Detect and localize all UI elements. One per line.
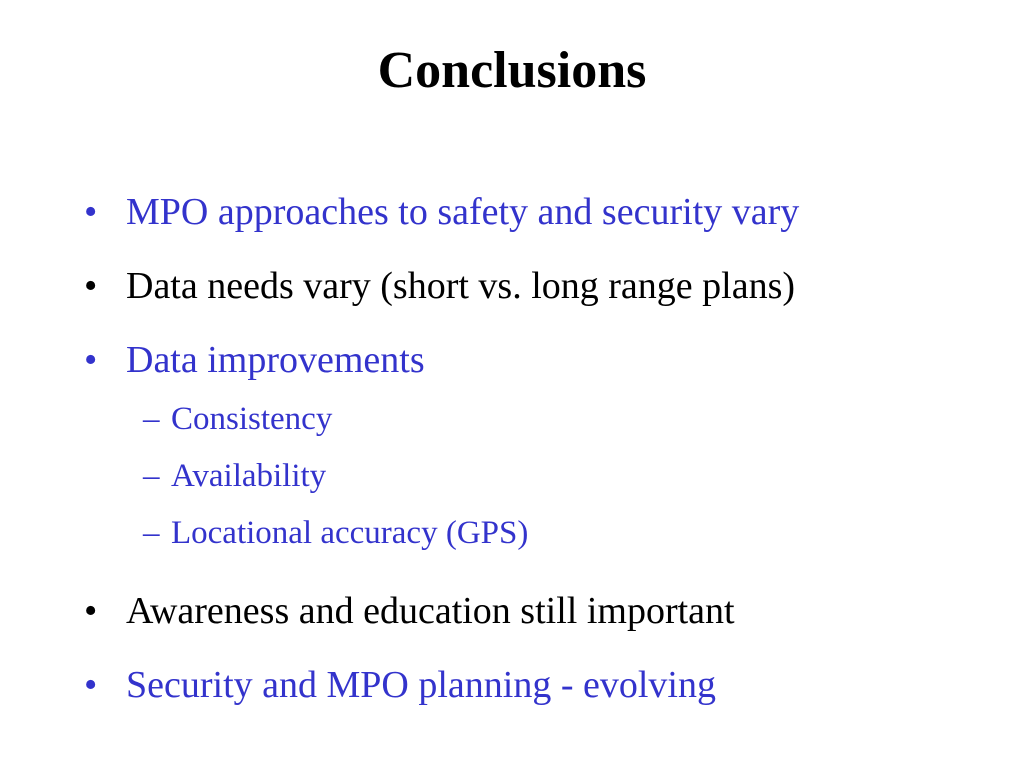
bullet-text: Data improvements bbox=[126, 339, 425, 381]
bullet-item bbox=[0, 581, 1024, 655]
bullet-text: Awareness and education still important bbox=[126, 590, 735, 632]
sub-bullet-marker: – bbox=[143, 458, 160, 494]
sub-bullet-item bbox=[0, 511, 1024, 568]
sub-bullet-text: Locational accuracy (GPS) bbox=[171, 515, 529, 551]
sub-bullet-item bbox=[0, 454, 1024, 511]
slide-title: Conclusions bbox=[377, 42, 647, 99]
bullet-item bbox=[0, 330, 1024, 404]
sub-bullet-item bbox=[0, 397, 1024, 454]
bullet-marker: • bbox=[84, 265, 98, 307]
bullet-text: MPO approaches to safety and security vary bbox=[126, 191, 800, 233]
bullet-item bbox=[0, 256, 1024, 330]
bullet-item bbox=[0, 182, 1024, 256]
sub-bullet-marker: – bbox=[143, 401, 160, 437]
sub-bullet-text: Availability bbox=[171, 458, 327, 494]
bullet-text: Security and MPO planning - evolving bbox=[126, 664, 716, 706]
bullet-marker: • bbox=[84, 191, 98, 233]
bullet-marker: • bbox=[84, 590, 98, 632]
sub-bullet-marker: – bbox=[143, 515, 160, 551]
bullet-item bbox=[0, 655, 1024, 729]
bullet-marker: • bbox=[84, 664, 98, 706]
bullet-list bbox=[0, 182, 1024, 729]
sub-bullet-text: Consistency bbox=[171, 401, 333, 437]
bullet-text: Data needs vary (short vs. long range plans) bbox=[126, 265, 796, 307]
bullet-marker: • bbox=[84, 339, 98, 381]
